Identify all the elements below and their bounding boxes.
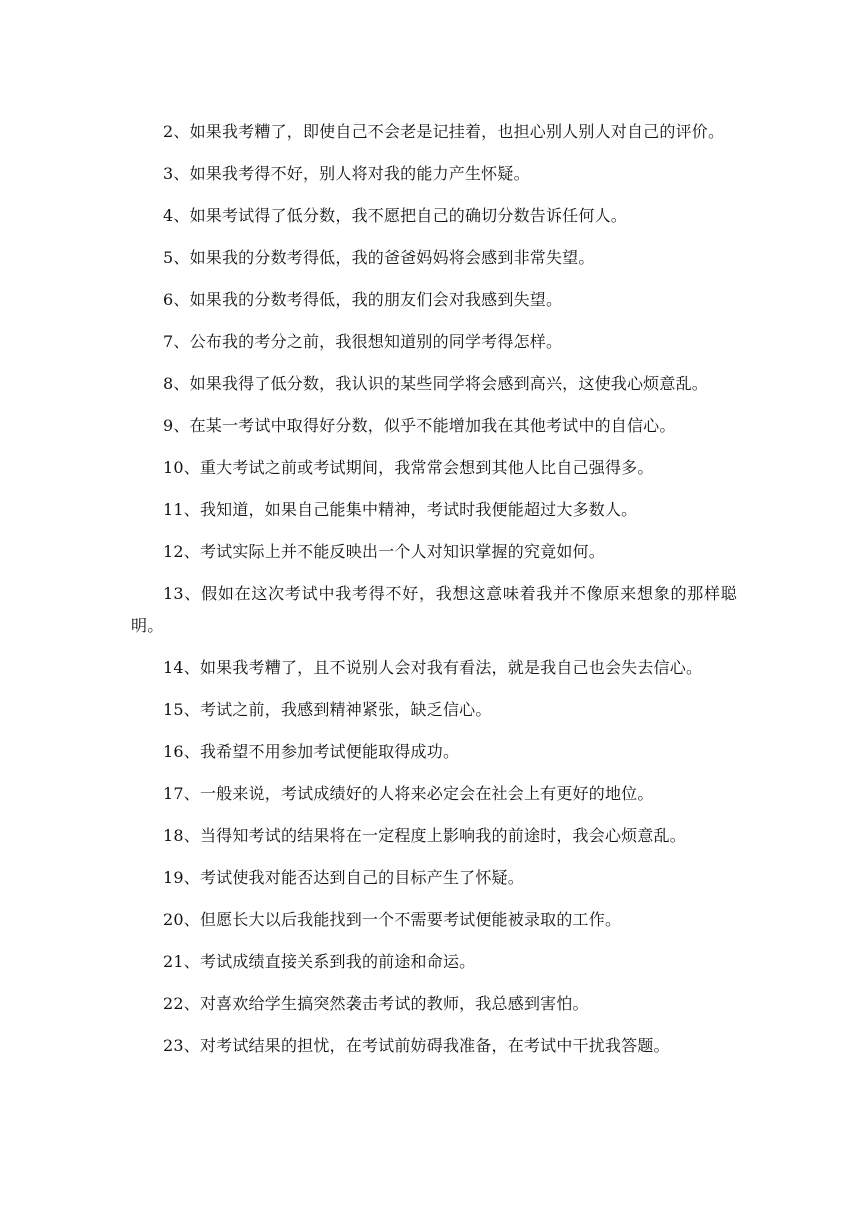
questionnaire-item-12: 12、考试实际上并不能反映出一个人对知识掌握的究竟如何。 (163, 542, 605, 561)
questionnaire-item-16: 16、我希望不用参加考试便能取得成功。 (163, 742, 460, 761)
questionnaire-item-17: 17、一般来说，考试成绩好的人将来必定会在社会上有更好的地位。 (163, 784, 654, 803)
questionnaire-item-23: 23、对考试结果的担忧，在考试前妨碍我准备，在考试中干扰我答题。 (163, 1036, 670, 1055)
questionnaire-item-2: 2、如果我考糟了，即使自己不会老是记挂着，也担心别人别人对自己的评价。 (163, 122, 725, 141)
questionnaire-item-3: 3、如果我考得不好，别人将对我的能力产生怀疑。 (163, 164, 530, 183)
questionnaire-item-13: 13、假如在这次考试中我考得不好，我想这意味着我并不像原来想象的那样聪明。 (131, 584, 737, 635)
questionnaire-item-8: 8、如果我得了低分数，我认识的某些同学将会感到高兴，这使我心烦意乱。 (163, 374, 708, 393)
questionnaire-item-6: 6、如果我的分数考得低，我的朋友们会对我感到失望。 (163, 290, 563, 309)
questionnaire-item-9: 9、在某一考试中取得好分数，似乎不能增加我在其他考试中的自信心。 (163, 416, 676, 435)
questionnaire-body (131, 116, 737, 1072)
questionnaire-item-14: 14、如果我考糟了，且不说别人会对我有看法，就是我自己也会失去信心。 (163, 658, 703, 677)
questionnaire-item-5: 5、如果我的分数考得低，我的爸爸妈妈将会感到非常失望。 (163, 248, 595, 267)
questionnaire-item-15: 15、考试之前，我感到精神紧张，缺乏信心。 (163, 700, 492, 719)
questionnaire-item-7: 7、公布我的考分之前，我很想知道别的同学考得怎样。 (163, 332, 563, 351)
questionnaire-item-22: 22、对喜欢给学生搞突然袭击考试的教师，我总感到害怕。 (163, 994, 589, 1013)
questionnaire-item-19: 19、考试使我对能否达到自己的目标产生了怀疑。 (163, 868, 524, 887)
questionnaire-item-10: 10、重大考试之前或考试期间，我常常会想到其他人比自己强得多。 (163, 458, 654, 477)
questionnaire-item-18: 18、当得知考试的结果将在一定程度上影响我的前途时，我会心烦意乱。 (163, 826, 686, 845)
questionnaire-item-20: 20、但愿长大以后我能找到一个不需要考试便能被录取的工作。 (163, 910, 622, 929)
questionnaire-item-4: 4、如果考试得了低分数，我不愿把自己的确切分数告诉任何人。 (163, 206, 627, 225)
questionnaire-item-11: 11、我知道，如果自己能集中精神，考试时我便能超过大多数人。 (163, 500, 638, 519)
questionnaire-item-21: 21、考试成绩直接关系到我的前途和命运。 (163, 952, 476, 971)
